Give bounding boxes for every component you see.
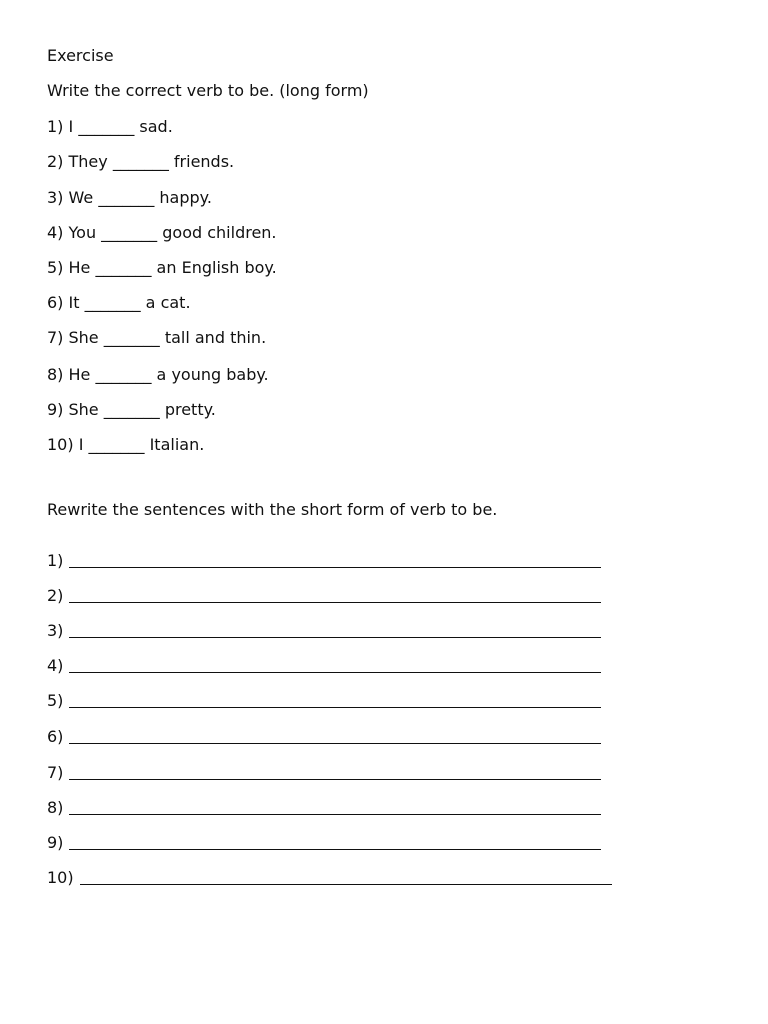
answer-rule xyxy=(80,884,612,885)
part1-item: 10) I _______ Italian. xyxy=(47,435,205,454)
answer-rule xyxy=(69,743,601,744)
part2-item-number: 5) xyxy=(47,691,64,710)
answer-rule xyxy=(69,779,601,780)
part2-item-number: 2) xyxy=(47,586,64,605)
part2-answer-line xyxy=(47,833,601,853)
part2-answer-line xyxy=(47,868,612,888)
part2-answer-line xyxy=(47,656,601,676)
part2-answer-line xyxy=(47,798,601,818)
answer-rule xyxy=(69,567,601,568)
answer-rule xyxy=(69,849,601,850)
part2-item-number: 3) xyxy=(47,621,64,640)
part2-answer-line xyxy=(47,586,601,606)
part1-item: 1) I _______ sad. xyxy=(47,117,173,136)
part2-item-number: 4) xyxy=(47,656,64,675)
part2-answer-line xyxy=(47,763,601,783)
answer-rule xyxy=(69,707,601,708)
answer-rule xyxy=(69,602,601,603)
part1-item: 5) He _______ an English boy. xyxy=(47,258,277,277)
part1-item: 8) He _______ a young baby. xyxy=(47,365,269,384)
part1-item: 3) We _______ happy. xyxy=(47,188,212,207)
part1-item: 4) You _______ good children. xyxy=(47,223,277,242)
answer-rule xyxy=(69,814,601,815)
part2-answer-line xyxy=(47,727,601,747)
part2-answer-line xyxy=(47,551,601,571)
part2-item-number: 10) xyxy=(47,868,74,887)
part1-item: 7) She _______ tall and thin. xyxy=(47,328,267,347)
part1-item: 2) They _______ friends. xyxy=(47,152,235,171)
part2-item-number: 6) xyxy=(47,727,64,746)
part2-answer-line xyxy=(47,691,601,711)
part1-instruction: Write the correct verb to be. (long form) xyxy=(47,81,369,100)
part2-item-number: 8) xyxy=(47,798,64,817)
part2-item-number: 7) xyxy=(47,763,64,782)
answer-rule xyxy=(69,672,601,673)
part2-item-number: 9) xyxy=(47,833,64,852)
answer-rule xyxy=(69,637,601,638)
part2-answer-line xyxy=(47,621,601,641)
worksheet-heading: Exercise xyxy=(47,46,114,65)
part1-item: 6) It _______ a cat. xyxy=(47,293,191,312)
part1-item: 9) She _______ pretty. xyxy=(47,400,216,419)
part2-instruction: Rewrite the sentences with the short form of verb to be. xyxy=(47,500,498,519)
part2-item-number: 1) xyxy=(47,551,64,570)
